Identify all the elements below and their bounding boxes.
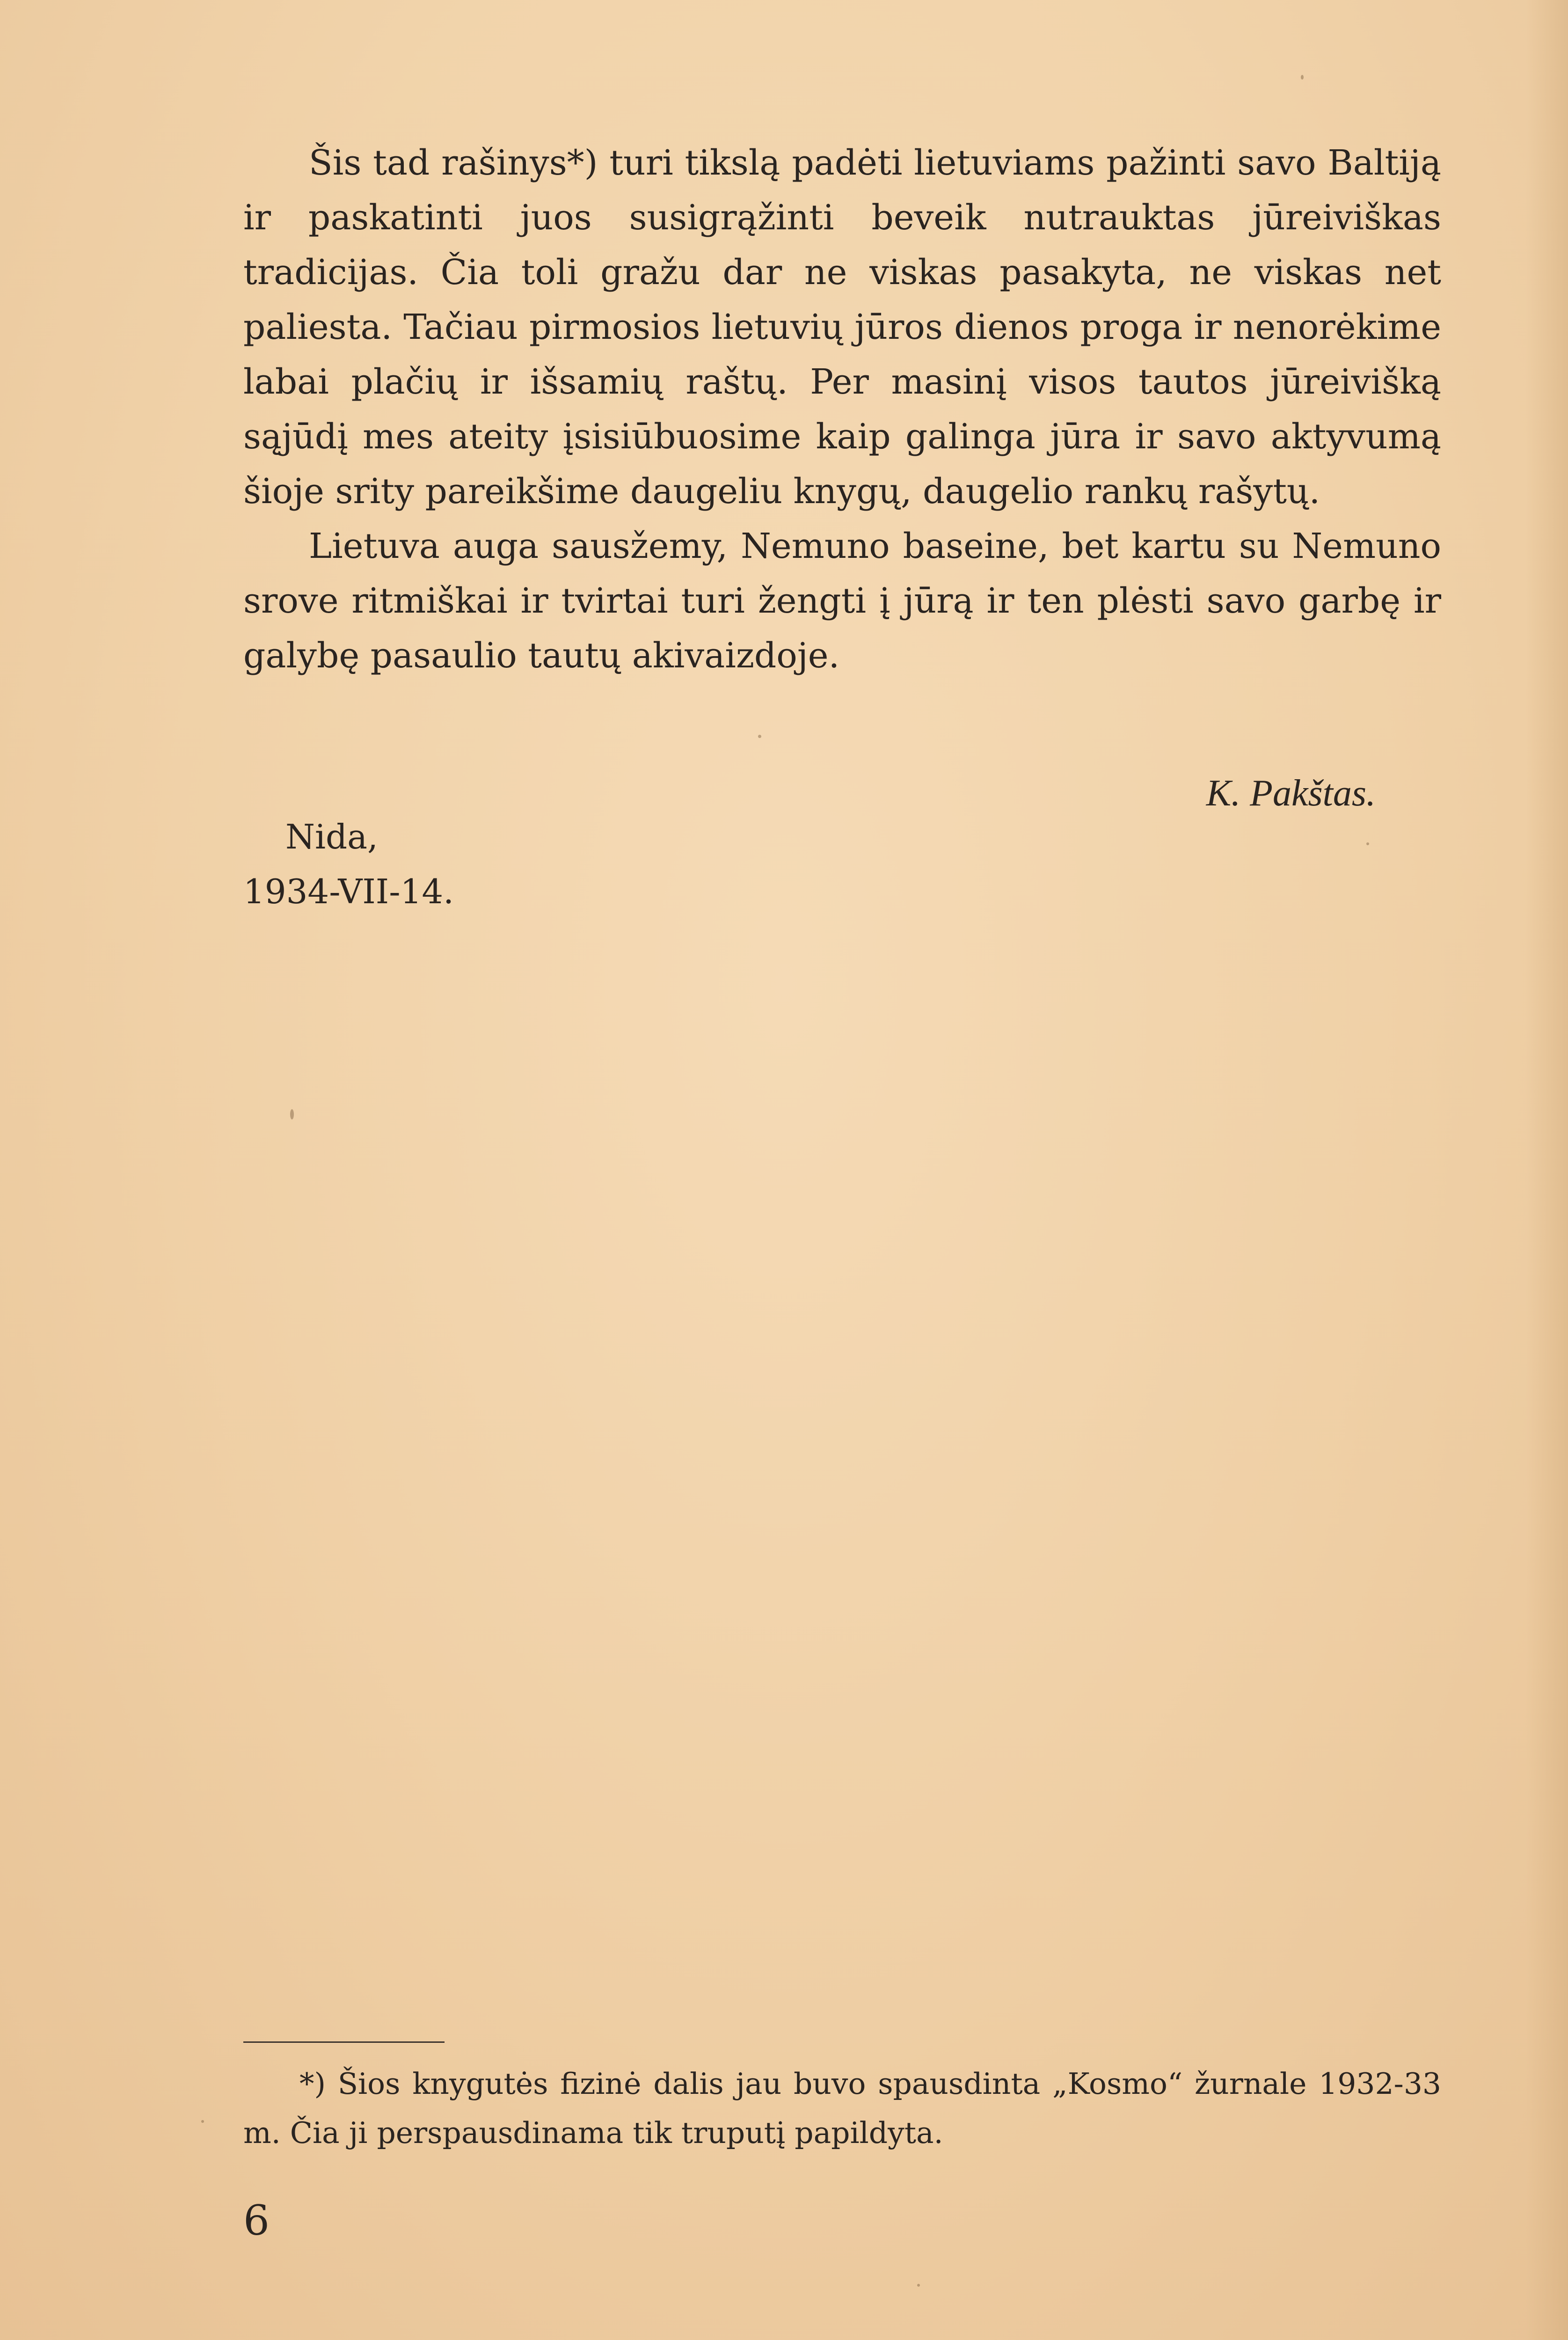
paragraph-1: Šis tad rašinys*) turi tikslą padėti lietuviams pažinti savo Baltiją ir paskatinti juos susigrąžinti beveik nutrauktas jūreiviškas tradicijas. Čia toli gražu dar ne viskas pasakyta, ne viskas net paliesta. Tačiau pirmosios lietuvių jūros dienos proga ir nenorėkime labai plačių ir išsamių raštų. Per masinį visos tautos jūreivišką sąjūdį mes ateity įsisiūbuosime kaip galinga jūra ir savo aktyvumą šioje srity pareikšime daugeliu knygų, daugelio rankų rašytų.	[243, 143, 1441, 512]
paper-speck	[290, 1109, 294, 1119]
paragraph-2: Lietuva auga sausžemy, Nemuno baseine, bet kartu su Nemuno srove ritmiškai ir tvirtai turi žengti į jūrą ir ten plėsti savo garbę ir galybę pasaulio tautų akivaizdoje.	[243, 526, 1441, 676]
dateline-place: Nida,	[285, 817, 378, 856]
dateline-date: 1934-VII-14.	[243, 872, 454, 911]
paper-speck	[1301, 75, 1304, 80]
footnote-divider	[243, 2041, 445, 2043]
page-edge-shadow	[1526, 0, 1568, 2340]
paper-speck	[1366, 842, 1369, 845]
body-text	[243, 136, 1441, 683]
footnote: *) Šios knygutės fizinė dalis jau buvo spausdinta „Kosmo“ žurnale 1932-33 m. Čia ji perspausdinama tik truputį papildyta.	[243, 2067, 1441, 2150]
page-number: 6	[243, 2196, 270, 2245]
paper-speck	[917, 2284, 920, 2287]
author-signature: K. Pakštas.	[1206, 773, 1376, 814]
paper-speck	[201, 2120, 204, 2123]
paper-speck	[758, 735, 761, 738]
